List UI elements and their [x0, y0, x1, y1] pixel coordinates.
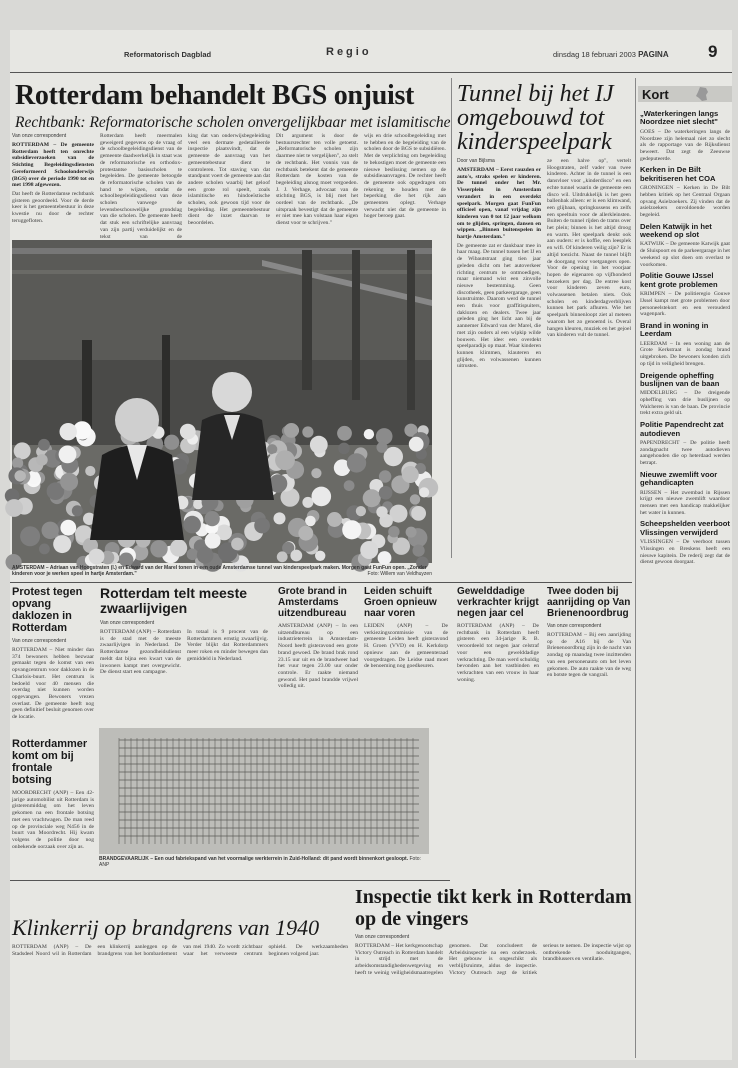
tunnel-byline: Door van Bijlsma: [457, 158, 495, 164]
tunnel-body: De gemeente zat er dankbaar mee in haar maag. De tunnel tussen het IJ en de Wibautstraat ging tien jaar geleden dicht om het autoverkeer richting centrum te ontmoedigen, maar niemand wist een zinvolle nieuwe bestemming. Geen discotheek, geen parkeergarage, geen kunstruimte. Daarom werd de tunnel een thuis voor graffitispuiters, daklozen en dealers. Twee jaar geleden ging het licht aan bij de aannemer Edward van der Marel, die met zijn ouders al een wipkip wilde bouwen. Het idee: een overdekt speelparadijs op maat. Waar kinderen kunnen klimmen, klauteren en glijden, en volwassenen kunnen uitrusten.: [457, 242, 541, 370]
kort-column: [640, 106, 730, 1056]
ball: [39, 544, 50, 555]
newspaper-page: [10, 30, 732, 1060]
scaffold-photo: [99, 728, 429, 854]
kort-item-headline: Politie Papendrecht zat autodieven: [640, 420, 724, 438]
ball: [180, 424, 196, 440]
grand-body: AMSTERDAM (ANP) – In een uitzendbureau op een industrieterrein in Amsterdam-Noord heeft gisteravond een grote brand gewoed. De brand brak rond 23.15 uur uit en de brandweer had het vuur tegen 23.00 uur onder controle. Er raakte niemand gewond. Het pand brandde vrijwel volledig uit.: [278, 623, 358, 690]
ball: [38, 439, 50, 451]
ball: [311, 468, 321, 478]
ball: [59, 446, 77, 464]
ball: [170, 539, 187, 556]
ball: [231, 538, 244, 551]
kort-item-body: PAPENDRECHT – De politie heeft zondagnacht twee autodieven aangehouden die op heterdaad werden betrapt.: [640, 439, 730, 467]
kort-item-headline: „Waterkeringen langs Noordzee niet slecht": [640, 109, 719, 127]
kort-item-body: RIJSSEN – Het zwembad in Rijssen krijgt een nieuwe zwemlift waardoor mensen met een handicap makkelijker het water in kunnen.: [640, 489, 730, 516]
ball: [85, 466, 95, 476]
ball: [327, 512, 342, 527]
photo2-credit: Foto: ANP: [99, 856, 421, 868]
ball: [14, 442, 31, 459]
dooden-byline: Van onze correspondent: [547, 623, 602, 629]
paper-name: Reformatorisch Dagblad: [124, 50, 212, 59]
ball: [347, 453, 366, 472]
ball: [310, 436, 328, 454]
ball: [342, 520, 361, 539]
ball: [5, 499, 23, 517]
lead-col-4: Dit argument is door de bestuursrechter ten volle getoetst. „Reformatorische scholen zijn daarmee niet te vergelijken", zo stelt de rechtbank. Het vonnis van de rechtbank betekent dat de gemeente Rotterdam de kosten van de begeleiding alsnog moet vergoeden. J. J. Verhage, advocaat van de stichting BGS, is blij met het oordeel van de rechtbank. „De uitspraak bevestigt dat de gemeente er niet mee kan volstaan haar eigen dienst voor te schrijven.": [276, 133, 358, 227]
photo2-caption: BRANDGEVAARLIJK – Een oud fabriekspand van het voormalige werkterrein in Zuid-Holland: dit pand wordt binnenkort gesloopt.: [99, 856, 409, 862]
ball: [298, 526, 313, 541]
ball: [164, 435, 179, 450]
ball: [15, 470, 26, 481]
lead-subhead: Rechtbank: Reformatorische scholen onvergelijkbaar met islamitische: [15, 114, 451, 131]
kort-item-headline: Scheepshelden veerboot Vlissingen verwijderd: [640, 519, 730, 537]
ball: [183, 516, 201, 534]
ball: [274, 512, 286, 524]
ball: [302, 426, 313, 437]
ball: [376, 506, 387, 517]
kort-item-body: MIDDELBURG – De dreigende opheffing van drie buslijnen op Walcheren is van de baan. De provincie trekt extra geld uit.: [640, 390, 730, 417]
photo2-caption-block: [99, 856, 429, 876]
rotterdam2-headline: Rotterdam telt meeste zwaarlijvigen: [100, 585, 248, 616]
kort-item-body: VLISSINGEN – De veerboot tussen Vlissingen en Breskens heeft een nieuwe kapitein. De rederij zegt dat de dienst gewoon doorgaat.: [640, 539, 730, 566]
ball: [406, 527, 417, 538]
lead-intro: ROTTERDAM – De gemeente Rotterdam heeft ten onrechte subsidieverzoeken van de Stichting Begeleidingsdiensten Gereformeerd Schoolonderwijs (BGS) over de periode 1990 tot en met 1998 afgewezen.: [12, 142, 94, 189]
mid-rule: [10, 582, 632, 583]
ball: [150, 540, 167, 557]
ball: [193, 499, 203, 509]
lower-rule: [10, 880, 450, 881]
ball: [60, 520, 76, 536]
kort-item-headline: Brand in woning in Leerdam: [640, 320, 709, 339]
lead-byline: Van onze correspondent: [12, 133, 67, 139]
column-divider: [451, 78, 452, 558]
lead-col-2: Rotterdam heeft meermalen geweigerd gegevens op de vraag of de schoolbegeleidingsdienst van de gemeente daadwerkelijk in staat was de reformatorische en orthodox-protestantse basisscholen te begeleiden. De gemeente betoogde de reformatorische scholen van de hand te wijzen, omdat de schoolbegeleidingsdienst van deze scholen vanwege de levensbeschouwelijke grondslag van die scholen. De gemeente heeft dat stuk een schriftelijke aanvraag van zijn partij verduidelijkt en de tekst van de: [100, 133, 183, 240]
ball: [402, 466, 419, 483]
ball: [72, 505, 83, 516]
photo1-credit: Foto: Willem van Veldhuyzen: [367, 571, 432, 577]
klinker-headline: Klinkerrij op brandgrens van 1940: [12, 915, 320, 940]
ball: [413, 545, 425, 557]
lead-intro-text: Dat heeft de Rotterdamse rechtbank gisteren geoordeeld. Voor de derde keer is het gemeentebestuur in deze kwestie nu door de rechter teruggefloten.: [12, 190, 94, 224]
kort-title: Kort: [642, 87, 669, 102]
ball: [254, 518, 270, 534]
ball: [277, 551, 288, 562]
ball: [267, 444, 277, 454]
ball: [275, 450, 295, 470]
ball: [378, 551, 392, 565]
tunnel-intro: AMSTERDAM – Eerst rauzden er auto's, straks spelen er kinderen. De tunnel onder het Mr. Visserplein in Amsterdam verandert in een overdekt speelpark. Morgen gaat FunFun officieel open, vanaf vrijdag zijn kinderen van 0 tot 12 jaar welkom om te glijden, springen, dansen en wippen. „Binnen buitenspelen in hartje Amsterdam.": [457, 167, 541, 241]
ball: [36, 454, 48, 466]
ball: [284, 423, 299, 438]
ball: [379, 486, 393, 500]
ball: [388, 526, 399, 537]
ball: [60, 423, 77, 440]
leiden-headline: Leiden schuift Groen opnieuw naar voren: [364, 586, 437, 619]
rdam-body: MOORDRECHT (ANP) – Een 42-jarige automobilist uit Rotterdam is gisterenmiddag om het leven gekomen na een frontale botsing met een vrachtwagen. De man reed op de provinciale weg N456 in de buurt van Moordrecht. Hij kwam volgens de politie door nog onbekende oorzaak over zijn as.: [12, 790, 94, 850]
section-name: Regio: [326, 46, 372, 58]
kort-item-headline: Kerken in De Bilt bekritiseren het COA: [640, 165, 716, 183]
ball: [344, 480, 355, 491]
ball: [338, 443, 350, 455]
protest-article: [12, 586, 94, 734]
ball: [290, 550, 302, 562]
inspectie-headline: Inspectie tikt kerk in Rotterdam op de vingers: [355, 886, 632, 930]
klinker-body: ROTTERDAM (ANP) – De Stadsdeel Noord wil in Rotterdam een klinkerrij aanleggen op de brandgrens van het bombardement van mei 1940. Zo wordt zichtbaar waar het verwoeste centrum ophield. De werkzaamheden beginnen volgend jaar.: [12, 944, 348, 957]
ball: [312, 487, 332, 507]
dooden-article: [547, 586, 631, 882]
tunnel-col-1: [457, 158, 541, 558]
ball: [356, 506, 366, 516]
kort-item-headline: Dreigende opheffing buslijnen van de baan: [640, 370, 720, 388]
kort-item-body: KATWIJK – De gemeente Katwijk gaat de Sluispoort en de parkeergarage in het weekend op slot doen om overlast te voorkomen.: [640, 241, 730, 268]
ball: [419, 487, 429, 497]
rotterdam2-col2: In totaal is 9 procent van de Rotterdammers ernstig zwaarlijvig. Verder blijkt dat Rotterdammers meer roken en minder bewegen dan gemiddeld in Nederland.: [187, 629, 268, 662]
photo1-caption: AMSTERDAM – Adriaan van Hoogstraten (l.) en Edward van der Marel tonen in een oude Amsterdamse tunnel van kinderspeelpark maken. Morgen gaat FunFun open. „Zonder kinderen voor je werken speel in hartje Amsterdam.": [12, 565, 427, 577]
lead-col-1: [12, 133, 94, 235]
ball: [53, 535, 71, 553]
leiden-body: LEIDEN (ANP) – De verkiezingscommissie van de gemeente Leiden heeft gisteravond H. Groen (VVD) en H. Kerkdorp opnieuw aan de gemeenteraad voorgedragen. De Leidse raad moet de benoeming nog goedkeuren.: [364, 623, 448, 670]
kort-item-headline: Delen Katwijk in het weekend op slot: [640, 221, 712, 240]
netherlands-map-icon: [692, 86, 714, 102]
ball: [42, 522, 59, 539]
ball: [410, 494, 420, 504]
ball: [305, 516, 316, 527]
ball: [60, 473, 78, 491]
dooden-body: ROTTERDAM – Bij een aanrijding op de A16 bij de Van Brienenoordbrug zijn in de nacht van zondag op maandag twee inzittenden van een personenauto om het leven gekomen. De auto raakte van de weg en botste tegen de vangrail.: [547, 632, 631, 679]
rotterdam2-article: [100, 586, 268, 724]
leiden-article: [364, 586, 448, 724]
kort-item-headline: Nieuwe zwemlift voor gehandicapten: [640, 469, 718, 488]
protest-byline: Van onze correspondent: [12, 638, 67, 644]
ball: [360, 541, 378, 559]
kort-divider: [635, 78, 636, 1058]
ball: [20, 526, 40, 546]
tunnel-headline: Tunnel bij het IJ omgebouwd tot kinderspeelpark: [457, 81, 614, 155]
geweld-body: ROTTERDAM (ANP) – De rechtbank in Rotterdam heeft gisteren een 34-jarige R. B. veroordeeld tot negen jaar celstraf voor een gewelddadige verkrachting. De man werd schuldig bevonden aan het vastbinden en verkrachten van een vrouw in haar woning.: [457, 623, 539, 683]
ball: [205, 511, 220, 526]
kort-item-body: LEERDAM – In een woning aan de Grote Kerkstraat is zondag brand uitgebroken. De bewoners konden zich op tijd in veiligheid brengen.: [640, 340, 730, 367]
ball: [409, 437, 424, 452]
inspectie-byline: Van onze correspondent: [355, 934, 410, 940]
rotterdam2-byline: Van onze correspondent: [100, 620, 155, 626]
kort-item-body: GRONINGEN – Kerken in De Bilt hebben kritiek op het Centraal Orgaan opvang Asielzoekers. Zij vinden dat de asielzoekers onvoldoende worden begeleid.: [640, 185, 730, 218]
protest-headline: Protest tegen opvang daklozen in Rotterdam: [12, 586, 83, 634]
geweld-headline: Gewelddadige verkrachter krijgt negen jaar cel: [457, 586, 539, 619]
masthead-rule: [10, 72, 732, 73]
kort-header: [638, 86, 732, 102]
ball: [411, 506, 426, 521]
date-line: dinsdag 18 februari 2003 PAGINA: [553, 50, 669, 59]
ball: [315, 551, 325, 561]
grand-headline: Grote brand in Amsterdams uitzendbureau: [278, 586, 347, 619]
building-photo: [99, 728, 429, 854]
ball: [377, 442, 388, 453]
grand-article: [278, 586, 358, 724]
page-number: 9: [708, 42, 718, 61]
kort-item-body: GOES – De waterkeringen langs de Noordzee zijn helemaal niet zo slecht als de rapportage van de Rijksdienst beweert. Dat zegt de Zeeuwse gedeputeerde.: [640, 128, 730, 162]
ball: [187, 549, 199, 561]
lead-headline: Rotterdam behandelt BGS onjuist: [15, 80, 415, 111]
dooden-headline: Twee doden bij aanrijding op Van Brienenoordbrug: [547, 586, 631, 619]
lead-col-5: wijs en drie schoolbegeleiding met te hebben en de begeleiding van de scholen door de BGS te subsidiëren. Met de verplichting om begeleiding te bekostigen moet de gemeente een nieuwe beslissing nemen op de subsidieaanvragen. De rechter heeft de gemeente ook opgedragen om rekening te houden met de beperking die het rijk aan gemeenten oplegt. Verhage verwacht niet dat de gemeente in hoger beroep gaat.: [364, 133, 446, 220]
ball: [363, 489, 381, 507]
rotterdam2-col1: ROTTERDAM (ANP) – Rotterdam is de stad met de meeste zwaarlijvigen in Nederland. De Rotterdamse gezondheidsdienst meldt dat bijna een kwart van de inwoners kampt met overgewicht. De dienst start een campagne.: [100, 629, 181, 676]
ball: [12, 458, 23, 469]
kort-item-headline: Politie Gouwe IJssel kent grote problemen: [640, 271, 718, 289]
ball: [205, 533, 221, 549]
masthead: [10, 30, 732, 74]
tunnel-col-2: ze een halve op", vertelt Hoogstraten, zelf vader van twee kinderen. Achter in de tunnel is een dansvloer voor „kinderdisco" en een echte tunnel waarin de gemeente een disco wil. Uitdrukkelijk is het geen ballenbak alleen: er is een klimwand, een glijbaan, springkussens en zelfs een speeltuin voor de allerkleinsten. Buiten de tunnel rijden de trams over het plein; binnen is het altijd droog en warm. Het speelpark denkt ook aan ouders: er is koffie, een leesplek en wifi. Of kinderen veilig zijn? Er is altijd toezicht. Naast de tunnel blijft de doorgang voor voetgangers open. Voor de opening in het voorjaar hopen de eigenaren op vijfhonderd bezoekers per dag. De entree kost voor kinderen zeven euro, volwassenen betalen niets. Ook scholen en kinderdagverblijven kunnen het park afhuren. Wie het speelpark binnenloopt ziet al meteen waarom het zo genoemd is. Overal hangen kleuren, muziek en het gejoel van kinderen vult de tunnel.: [547, 158, 631, 339]
rdam-headline: Rotterdammer komt om bij frontale botsing: [12, 738, 88, 786]
ball-pit-photo: [12, 240, 432, 563]
tunnel-photo: [12, 240, 432, 563]
ball: [364, 429, 374, 439]
ball: [337, 426, 352, 441]
ball: [197, 547, 214, 564]
protest-body: ROTTERDAM – Niet minder dan 374 bewoners hebben bezwaar gemaakt tegen de komst van een opvangcentrum voor daklozen in de Charlois-buurt. Het centrum is bedoeld voor 40 mensen die overdag niet kunnen worden opgevangen. Bewoners vrezen overlast. De gemeente heeft nog geen definitief besluit genomen over de locatie.: [12, 647, 95, 721]
ball: [89, 549, 105, 565]
geweld-article: [457, 586, 539, 882]
kort-item-body: KRIMPEN – De politieregio Gouwe IJssel kampt met grote problemen door personeelstekort en een verouderd wagenpark.: [640, 291, 730, 318]
inspectie-article: [355, 934, 631, 1054]
ball: [376, 428, 393, 445]
photo1-caption-block: [12, 565, 432, 579]
lead-col-3: king dat van onderwijsbegeleiding veel een dermate gedetailleerde inspectie plaatsvindt, dat de gemeente de aanvraag van het gemeentebestuur dient te controleren. Tot staving van dat standpunt voert de gemeente aan dat andere scholen waarbij het geloof een grote rol speelt, zoals islamitische en hindoeïstische scholen, ook gewoon tijd voor de begeleiding. Het gemeentebestuur dient de inzet daarvan te beoordelen.: [188, 133, 270, 227]
inspectie-body: ROTTERDAM – Het kerkgenootschap Victory Outreach in Rotterdam handelt in strijd met de arbeidsomstandighedenwetgeving en heeft te weinig veiligheidsmaatregelen genomen. Dat concludeert de Arbeidsinspectie na een onderzoek. Het gebouw is ongeschikt als verblijfsruimte, aldus de inspectie. Victory Outreach zegt de kritiek serieus te nemen. De inspectie wijst op ontbrekende nooduitgangen, brandblussers en ventilatie.: [355, 943, 631, 976]
